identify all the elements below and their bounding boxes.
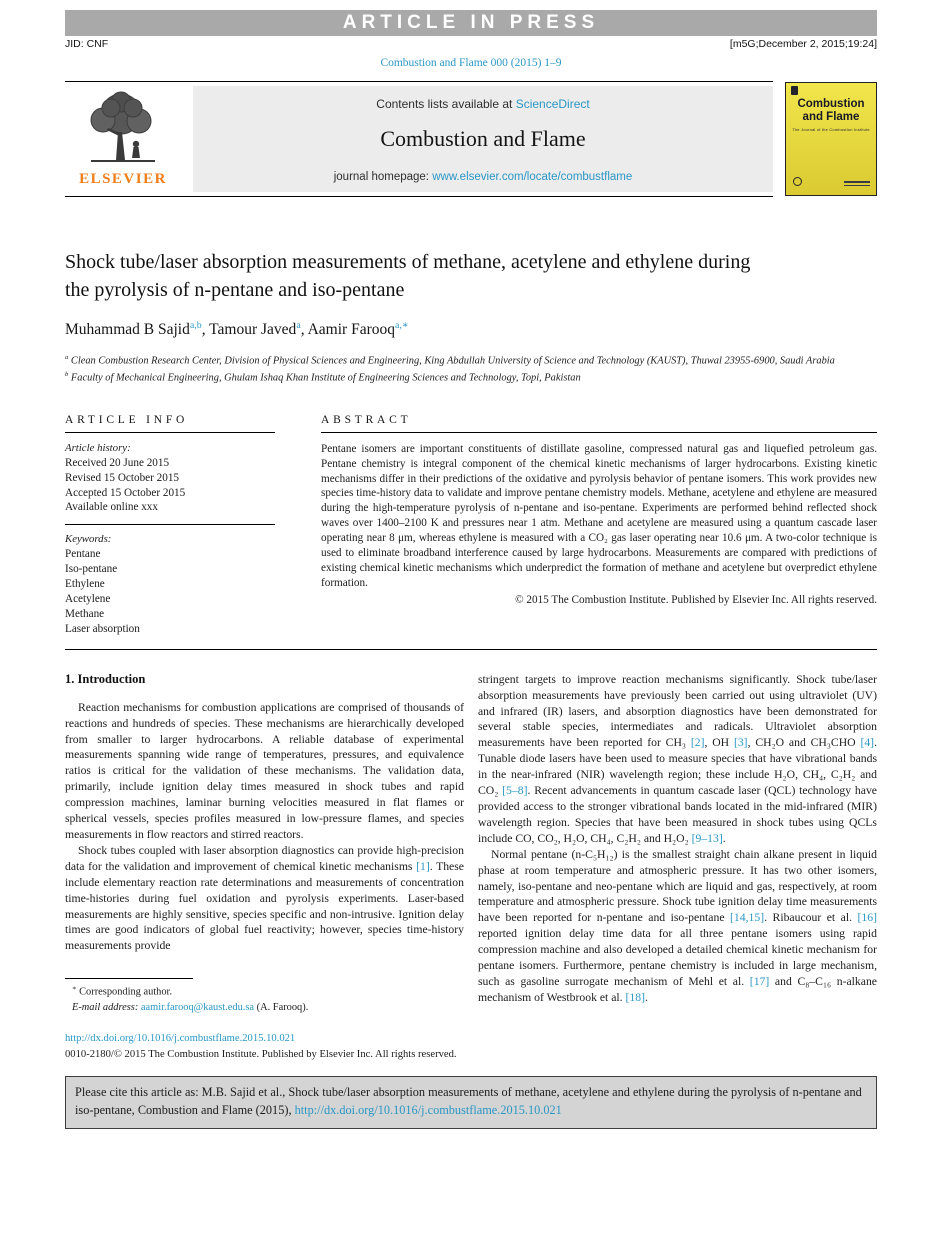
article-info-heading: ARTICLE INFO [65,413,189,426]
journal-cover-thumbnail [785,82,877,196]
authors-line: Muhammad B Sajid$^{a,b}$, Tamour Javed$^a$, Aamir Farooq$^{a,∗}$ [65,320,409,339]
abstract-text: Pentane isomers are important constituents of distillate gasoline, compressed natural gas and liquefied petroleum gas. Pentane chemistry is integral component of the chemical kinetic mechanisms of larger hydrocarbons. Existing kinetic mechanisms differ in their predictions of the oxidative and pyrolysis behavior of pentane isomers. This work provides new species time-history data to validate and improve pentane chemistry models. Methane, acetylene and ethylene are measured during the high-temperature pyrolysis of n-pentane and iso-pentane. Experiments are performed behind reflected shock waves over 1400–2100 K and pressures near 1 atm. Methane and acetylene are measured using a quantum cascade laser operating near 8 μm, whereas ethylene is measured with a CO₂ gas laser operating near 10.6 μm. A two-color technique is used to eliminate broadband interference caused by large hydrocarbons. Measurements are compared with predictions of existing chemical kinetic mechanisms which underpredict the formation of methane and acetylene but overpredict ethylene formation. [321,442,877,589]
keyword-item: Laser absorption [65,622,140,635]
cover-title-line1: Combustion [797,98,865,110]
journal-title: Combustion and Flame [380,126,586,151]
left-column [65,672,464,1016]
rule [65,978,193,979]
corresponding-author-footnote [65,978,464,1016]
abstract-heading: ABSTRACT [321,413,412,426]
citation-doi-link[interactable]: http://dx.doi.org/10.1016/j.combustflame.2015.10.021 [294,1103,562,1118]
homepage-line: journal homepage: www.elsevier.com/locate/combustflame [333,171,633,183]
citation-ref[interactable]: [16] [857,911,877,925]
proof-timestamp: [m5G;December 2, 2015;19:24] [729,38,877,50]
article-info-column [65,414,275,637]
section-heading-introduction: 1. Introduction [65,671,146,686]
journal-reference-line: Combustion and Flame 000 (2015) 1–9 [380,57,562,69]
intro-paragraph: stringent targets to improve reaction mechanisms significantly. Shock tube/laser absorption measurements have previously been carried out using ultraviolet (UV) and infrared (IR) lasers, and absorption diagnostics have been demonstrated for several stable species, intermediates and radicals. Ultraviolet absorption measurements have been reported for CH₃ [2], OH [3], CH₂O and CH₃CHO [4]. Tunable diode lasers have been used to measure species that have vibrational bands in the near-infrared (NIR) wavelength region; these include H₂O, CH₄, C₂H₂ and CO₂ [5–8]. Recent advancements in quantum cascade laser (QCL) technology have provided access to the stronger vibrational bands located in the mid-infrared (MIR) wavelength region. Species that have been measured in shock tubes using QCLs include CO, CO₂, H₂O, CH₄, C₂H₂ and H₂O₂ [9–13]. [478,672,877,845]
abstract-copyright: © 2015 The Combustion Institute. Published by Elsevier Inc. All rights reserved. [515,593,877,606]
affiliation-a: $^a$ Clean Combustion Research Center, Division of Physical Sciences and Engineering, King Abdullah University of Science and Technology (KAUST), Thuwal 23955-6900, Saudi Arabia [65,354,835,367]
cover-tagline: The Journal of the Combustion Institute [792,126,870,132]
jid-label: JID: CNF [65,38,109,50]
cover-fineprint-decoration [844,179,870,186]
cover-crest-icon [791,86,798,95]
history-item: Revised 15 October 2015 [65,471,180,484]
citation-notice-text: Please cite this article as: M.B. Sajid et al., Shock tube/laser absorption measurements of methane, acetylene and ethylene during the pyrolysis of n-pentane and iso-pentane, Combustion and Flame (2015), http://dx.doi.org/10.1016/j.combustflame.2015.10.021 [75,1084,862,1118]
citation-ref[interactable]: [5–8] [502,784,528,798]
rule [321,432,877,433]
elsevier-tree-icon [81,88,165,170]
citation-ref[interactable]: [18] [625,990,645,1004]
right-column [478,672,877,1016]
cover-title-line2: and Flame [802,110,860,123]
imprint-block [65,1031,877,1063]
citation-ref[interactable]: [9–13] [691,831,723,845]
citation-ref[interactable]: [14,15] [730,911,765,925]
intro-paragraph: Shock tubes coupled with laser absorption diagnostics can provide high-precision data for the validation and improvement of chemical kinetic mechanisms [1]. These include elementary reaction rate determinations and measurements of concentration time-histories during fuel oxidation and pyrolysis experiments. Laser-based measurements are highly sensitive, species specific and non-intrusive. Ignition delay times are good indicators of global fuel reactivity; however, species time-history measurements provide [65,843,464,953]
email-line: E-mail address: aamir.farooq@kaust.edu.sa (A. Farooq). [72,1002,309,1014]
citation-ref[interactable]: [3] [733,736,748,750]
citation-notice-box [65,1076,877,1129]
intro-paragraph: Normal pentane (n-C₅H₁₂) is the smallest straight chain alkane present in liquid phase at room temperature and atmospheric pressure. It has two other isomers, namely, iso-pentane and neo-pentane which are liquid and gas, respectively, at room temperature and atmospheric pressure. Shock tube ignition delay time measurements have been reported for n-pentane and iso-pentane [14,15]. Ribaucour et al. [16] reported ignition delay time data for all three pentane isomers using rapid compression machine and also developed a detailed chemical kinetic mechanism for pentane isomers. Furthermore, pentane chemistry is included in large mechanism, such as gasoline surrogate mechanism of Mehl et al. [17] and C₈–C₁₆ n-alkane mechanism of Westbrook et al. [18]. [478,847,877,1004]
abstract-column [321,414,877,637]
keyword-item: Methane [65,607,105,620]
proof-meta-row [65,38,877,50]
journal-homepage-link[interactable]: www.elsevier.com/locate/combustflame [432,171,633,183]
cover-seal-icon [793,177,802,186]
issn-copyright-line: 0010-2180/© 2015 The Combustion Institute. Published by Elsevier Inc. All rights reserved. [65,1048,457,1060]
contents-line: Contents lists available at ScienceDirect [376,97,590,111]
article-in-press-banner: ARTICLE IN PRESS [65,10,877,36]
history-label: Article history: [65,441,131,454]
affiliation-b: $^b$ Faculty of Mechanical Engineering, Ghulam Ishaq Khan Institute of Engineering Sciences and Technology, Topi, Pakistan [65,370,581,384]
citation-ref[interactable]: [17] [749,974,770,988]
citation-ref[interactable]: [2] [690,736,705,750]
history-item: Accepted 15 October 2015 [65,486,186,499]
info-abstract-section [65,414,877,650]
rule [65,432,275,433]
doi-link[interactable]: http://dx.doi.org/10.1016/j.combustflame.2015.10.021 [65,1032,296,1044]
body-columns [65,672,877,1016]
history-item: Available online xxx [65,501,158,514]
keyword-item: Iso-pentane [65,563,118,576]
email-link[interactable]: aamir.farooq@kaust.edu.sa [140,1002,255,1014]
keywords-label: Keywords: [65,533,112,546]
article-title: Shock tube/laser absorption measurements of methane, acetylene and ethylene during the pyrolysis of n-pentane and iso-pentane [65,251,751,301]
citation-ref[interactable]: [4] [860,736,875,750]
rule [65,524,275,525]
history-item: Received 20 June 2015 [65,456,170,469]
sciencedirect-link[interactable]: ScienceDirect [515,97,590,111]
citation-ref[interactable]: [1] [416,859,430,873]
journal-banner-box [193,86,773,192]
intro-paragraph: Reaction mechanisms for combustion applications are comprised of thousands of reactions and hundreds of species. These mechanisms are hierarchically developed from smaller to larger hydrocarbons. A reliable database of experimental measurements spanning wide range of temperatures, pressures, and equivalence ratios is critical for the validation of these mechanisms. The validation data, primarily, include ignition delay times measured in shock tubes and rapid compression machines, laminar burning velocities measured in flat flames or spherical vessels, species profiles measured in low-pressure flames, and species measurements in flow reactors and stirred reactors. [65,700,464,841]
affiliations [65,353,877,385]
elsevier-wordmark: ELSEVIER [79,171,167,187]
corresponding-author-line: ∗ Corresponding author. [72,985,173,998]
elsevier-logo [65,86,181,192]
keyword-item: Acetylene [65,593,111,606]
journal-header [65,81,877,197]
keyword-item: Ethylene [65,578,105,591]
journal-header-main [65,81,773,197]
keyword-item: Pentane [65,548,101,561]
